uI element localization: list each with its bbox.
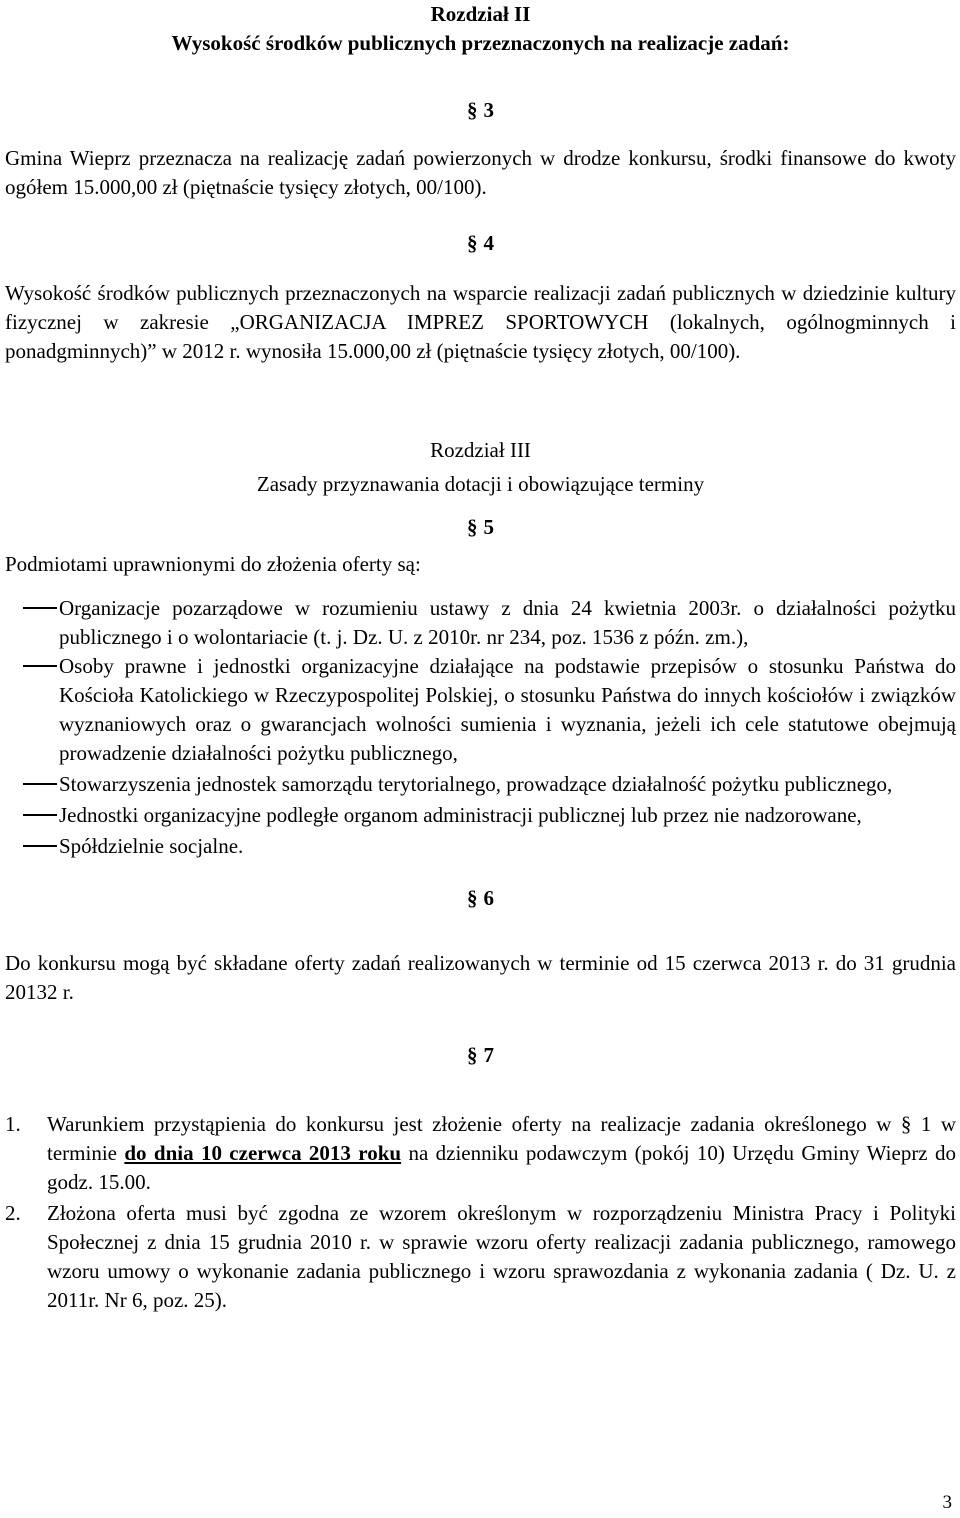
item-number: 1. [5, 1112, 21, 1136]
chapter-3-subheading: Zasady przyznawania dotacji i obowiązujące terminy [256, 472, 705, 496]
eligible-entities-list [5, 594, 956, 861]
section-5-heading [5, 513, 956, 542]
section-4-heading [5, 229, 956, 258]
section-symbol: § [467, 231, 478, 255]
dash-bullet [23, 665, 57, 667]
list-item: 1. Warunkiem przystąpienia do konkursu jest złożenie oferty na realizacje zadania określonego w § 1 w terminie do dnia 10 czerwca 2013 roku na dzienniku podawczym (pokój 10) Urzędu Gminy Wieprz do godz. 15.00. [5, 1112, 956, 1194]
submission-rules-list [5, 1110, 956, 1315]
dash-bullet [23, 814, 57, 816]
chapter-2-subheading: Wysokość środków publicznych przeznaczonych na realizacje zadań: [171, 31, 790, 55]
section-symbol: § [467, 98, 478, 122]
list-item: 2. Złożona oferta musi być zgodna ze wzorem określonym w rozporządzeniu Ministra Pracy i Polityki Społecznej z dnia 15 grudnia 2010 r. w sprawie wzoru oferty realizacji zadania publicznego, ramowego wzoru umowy o wykonanie zadania publicznego i wzoru sprawozdania z wykonania zadania ( Dz. U. z 2011r. Nr 6, poz. 25). [5, 1201, 956, 1312]
list-item: Osoby prawne i jednostki organizacyjne działające na podstawie przepisów o stosunku Państwa do Kościoła Katolickiego w Rzeczypospolitej Polskiej, o stosunku Państwa do innych kościołów i związków wyznaniowych oraz o gwarancjach wolności sumienia i wyznania, jeżeli ich cele statutowe obejmują prowadzenie działalności pożytku publicznego, [5, 652, 956, 768]
section-number: 5 [483, 515, 494, 539]
section-6-heading [5, 884, 956, 913]
section-6-text: Do konkursu mogą być składane oferty zadań realizowanych w terminie od 15 czerwca 2013 r. do 31 grudnia 20132 r. [5, 951, 956, 1004]
section-4-text: Wysokość środków publicznych przeznaczonych na wsparcie realizacji zadań publicznych w dziedzinie kultury fizycznej w zakresie „ORGANIZACJA IMPREZ SPORTOWYCH (lokalnych, ogólnogminnych i ponadgminnych)” w 2012 r. wynosiła 15.000,00 zł (piętnaście tysięcy złotych, 00/100). [5, 281, 956, 363]
section-symbol: § [467, 886, 478, 910]
section-7-heading [5, 1041, 956, 1070]
list-item: Spółdzielnie socjalne. [5, 832, 956, 861]
chapter-2-heading: Rozdział II [430, 2, 531, 26]
list-item: Organizacje pozarządowe w rozumieniu ustawy z dnia 24 kwietnia 2003r. o działalności pożytku publicznego i o wolontariacie (t. j. Dz. U. z 2010r. nr 234, poz. 1536 z późn. zm.), [5, 594, 956, 652]
section-symbol: § [467, 1043, 478, 1067]
section-3-text: Gmina Wieprz przeznacza na realizację zadań powierzonych w drodze konkursu, środki finansowe do kwoty ogółem 15.000,00 zł (piętnaście tysięcy złotych, 00/100). [5, 146, 956, 199]
section-3-heading [5, 96, 956, 125]
section-number: 4 [483, 231, 494, 255]
deadline-text: do dnia 10 czerwca 2013 roku [124, 1141, 402, 1165]
item-number: 2. [5, 1201, 21, 1225]
page-number: 3 [942, 1492, 952, 1513]
dash-bullet [23, 607, 57, 609]
section-5-intro: Podmiotami uprawnionymi do złożenia oferty są: [5, 552, 421, 576]
chapter-3-heading: Rozdział III [430, 438, 531, 462]
list-item: Stowarzyszenia jednostek samorządu terytorialnego, prowadzące działalność pożytku publicznego, [5, 770, 956, 799]
document-page [5, 0, 956, 1315]
section-symbol: § [467, 515, 478, 539]
dash-bullet [23, 783, 57, 785]
section-number: 3 [483, 98, 494, 122]
section-number: 7 [483, 1043, 494, 1067]
list-item: Jednostki organizacyjne podległe organom administracji publicznej lub przez nie nadzorowane, [5, 801, 956, 830]
dash-bullet [23, 845, 57, 847]
section-number: 6 [483, 886, 494, 910]
